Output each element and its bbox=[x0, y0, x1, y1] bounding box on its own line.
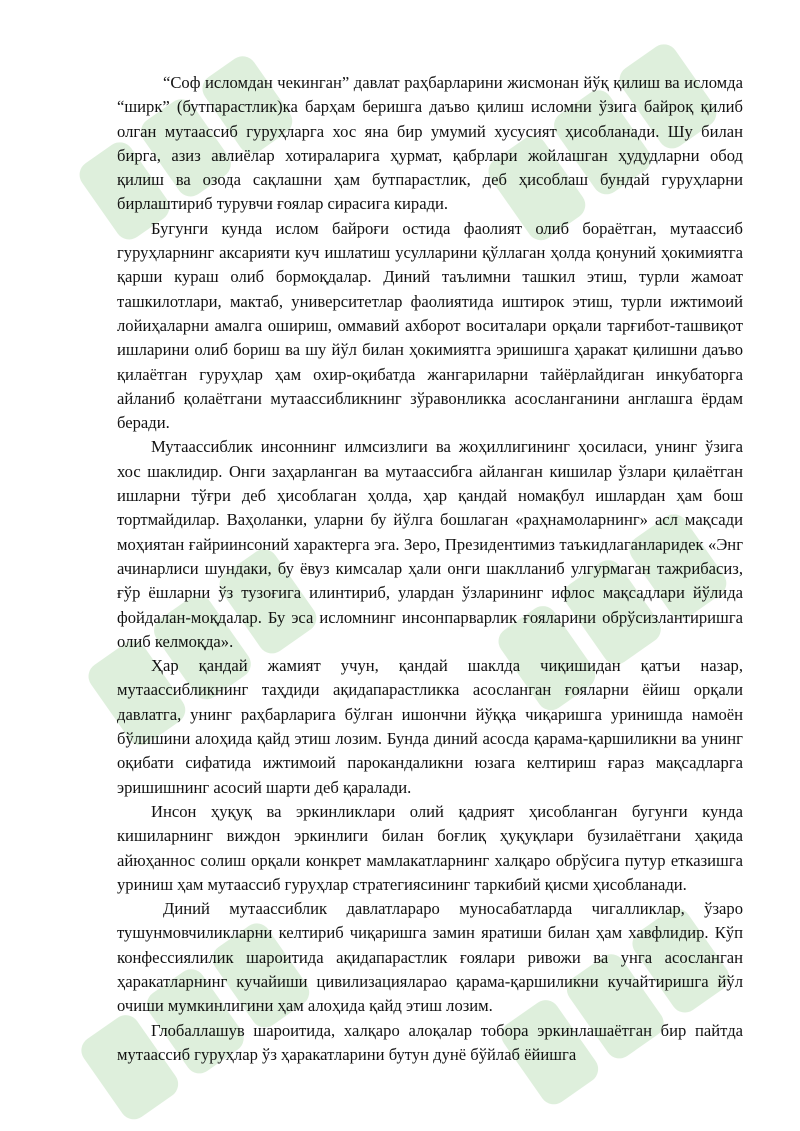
paragraph-7: Глобаллашув шароитида, халқаро алоқалар тобора эркинлашаётган бир пайтда мутаассиб гуруҳлар ўз ҳаракатларини бутун дунё бўйлаб ёйишга bbox=[117, 1020, 743, 1064]
paragraph-5: Инсон ҳуқуқ ва эркинликлари олий қадрият ҳисобланган бугунги кунда кишиларнинг виждон эркинлиги билан боғлиқ ҳуқуқлари бузилаётгани ҳақида айюҳаннос солиш орқали конкрет мамлакатларнинг халқаро обрўсига путур етказишга уриниш ҳам мутаассиб гуруҳлар стратегиясининг таркибий қисми ҳисобланади. bbox=[117, 801, 743, 894]
document-body bbox=[117, 71, 743, 1067]
paragraph-6: Диний мутаассиблик давлатлараро муносабатларда чигалликлар, ўзаро тушунмовчиликларни келтириб чиқаришга замин яратиши билан ҳам хавфлидир. Кўп конфессиялилик шароитида ақидапарастлик ғоялари ривожи ва унга асосланган ҳаракатларнинг кучайиши цивилизацияларао қарама-қаршиликни кучайтиришга йўл очиши мумкинлигини ҳам алоҳида қайд этиш лозим. bbox=[117, 899, 743, 1016]
paragraph-2: Бугунги кунда ислом байроғи остида фаолият олиб бораётган, мутаассиб гуруҳларнинг аксарияти куч ишлатиш усулларини қўллаган ҳолда қонуний ҳокимиятга қарши кураш олиб бормоқдалар. Диний таълимни ташкил этиш, турли жамоат ташкилотлари, мактаб, университетлар фаолиятида иштирок этиш, турли ижтимоий лойиҳаларни амалга ошириш, оммавий ахборот воситалари орқали тарғибот-ташвиқот ишларини олиб бориш ва шу йўл билан ҳокимиятга эришишга ҳаракат қилишни даъво қилаётган гуруҳлар ҳам охир-оқибатда жангариларни тайёрлайдиган инкубаторга айланиб қолаётгани мутаассибликнинг зўравонликка асосланганини англашга ёрдам беради. bbox=[117, 218, 743, 433]
paragraph-1: “Соф исломдан чекинган” давлат раҳбарларини жисмонан йўқ қилиш ва исломда “ширк” (бутпарастлик)ка барҳам беришга даъво қилиш исломни ўзига байроқ қилиб олган мутаассиб гуруҳларга хос яна бир умумий хусусият ҳисобланади. Шу билан бирга, азиз авлиёлар хотираларига ҳурмат, қабрлари жойлашган ҳудудларни обод қилиш ва озода сақлашни ҳам бутпарастлик, деб ҳисоблаш бундай гуруҳларни бирлаштириб турувчи ғоялар сирасига киради. bbox=[117, 73, 743, 214]
paragraph-3: Мутаассиблик инсоннинг илмсизлиги ва жоҳиллигининг ҳосиласи, унинг ўзига хос шаклидир. Онги заҳарланган ва мутаассибга айланган кишилар ўзлари қилаётган ишларни тўғри деб ҳисоблаган ҳолда, ҳар қандай номақбул ишлардан ҳам бош тортмайдилар. Ваҳоланки, уларни бу йўлга бошлаган «раҳнамоларнинг» асл мақсади моҳиятан ғайриинсоний характерга эга. Зеро, Президентимиз таъкидлаганларидек «Энг ачинарлиси шундаки, бу ёвуз кимсалар ҳали онги шаклланиб улгурмаган тажрибасиз, ғўр ёшларни ўз тузоғига илинтириб, улардан ўзларининг ифлос мақсадлари йўлида фойдалан-моқдалар. Бу эса исломнинг инсонпарварлик ғояларини обрўсизлантиришга олиб келмоқда». bbox=[117, 437, 743, 651]
paragraph-4: Ҳар қандай жамият учун, қандай шаклда чиқишидан қатъи назар, мутаассибликнинг таҳдиди ақидапарастликка асосланган ғояларни ёйиш орқали давлатга, унинг раҳбарларига бўлган ишончни йўққа чиқаришга уринишда намоён бўлишини алоҳида қайд этиш лозим. Бунда диний асосда қарама-қаршиликни ва унинг оқибати сифатида ижтимоий парокандаликни юзага келтириш ғараз мақсадларга эришишнинг асосий шарти деб қаралади. bbox=[117, 656, 743, 797]
